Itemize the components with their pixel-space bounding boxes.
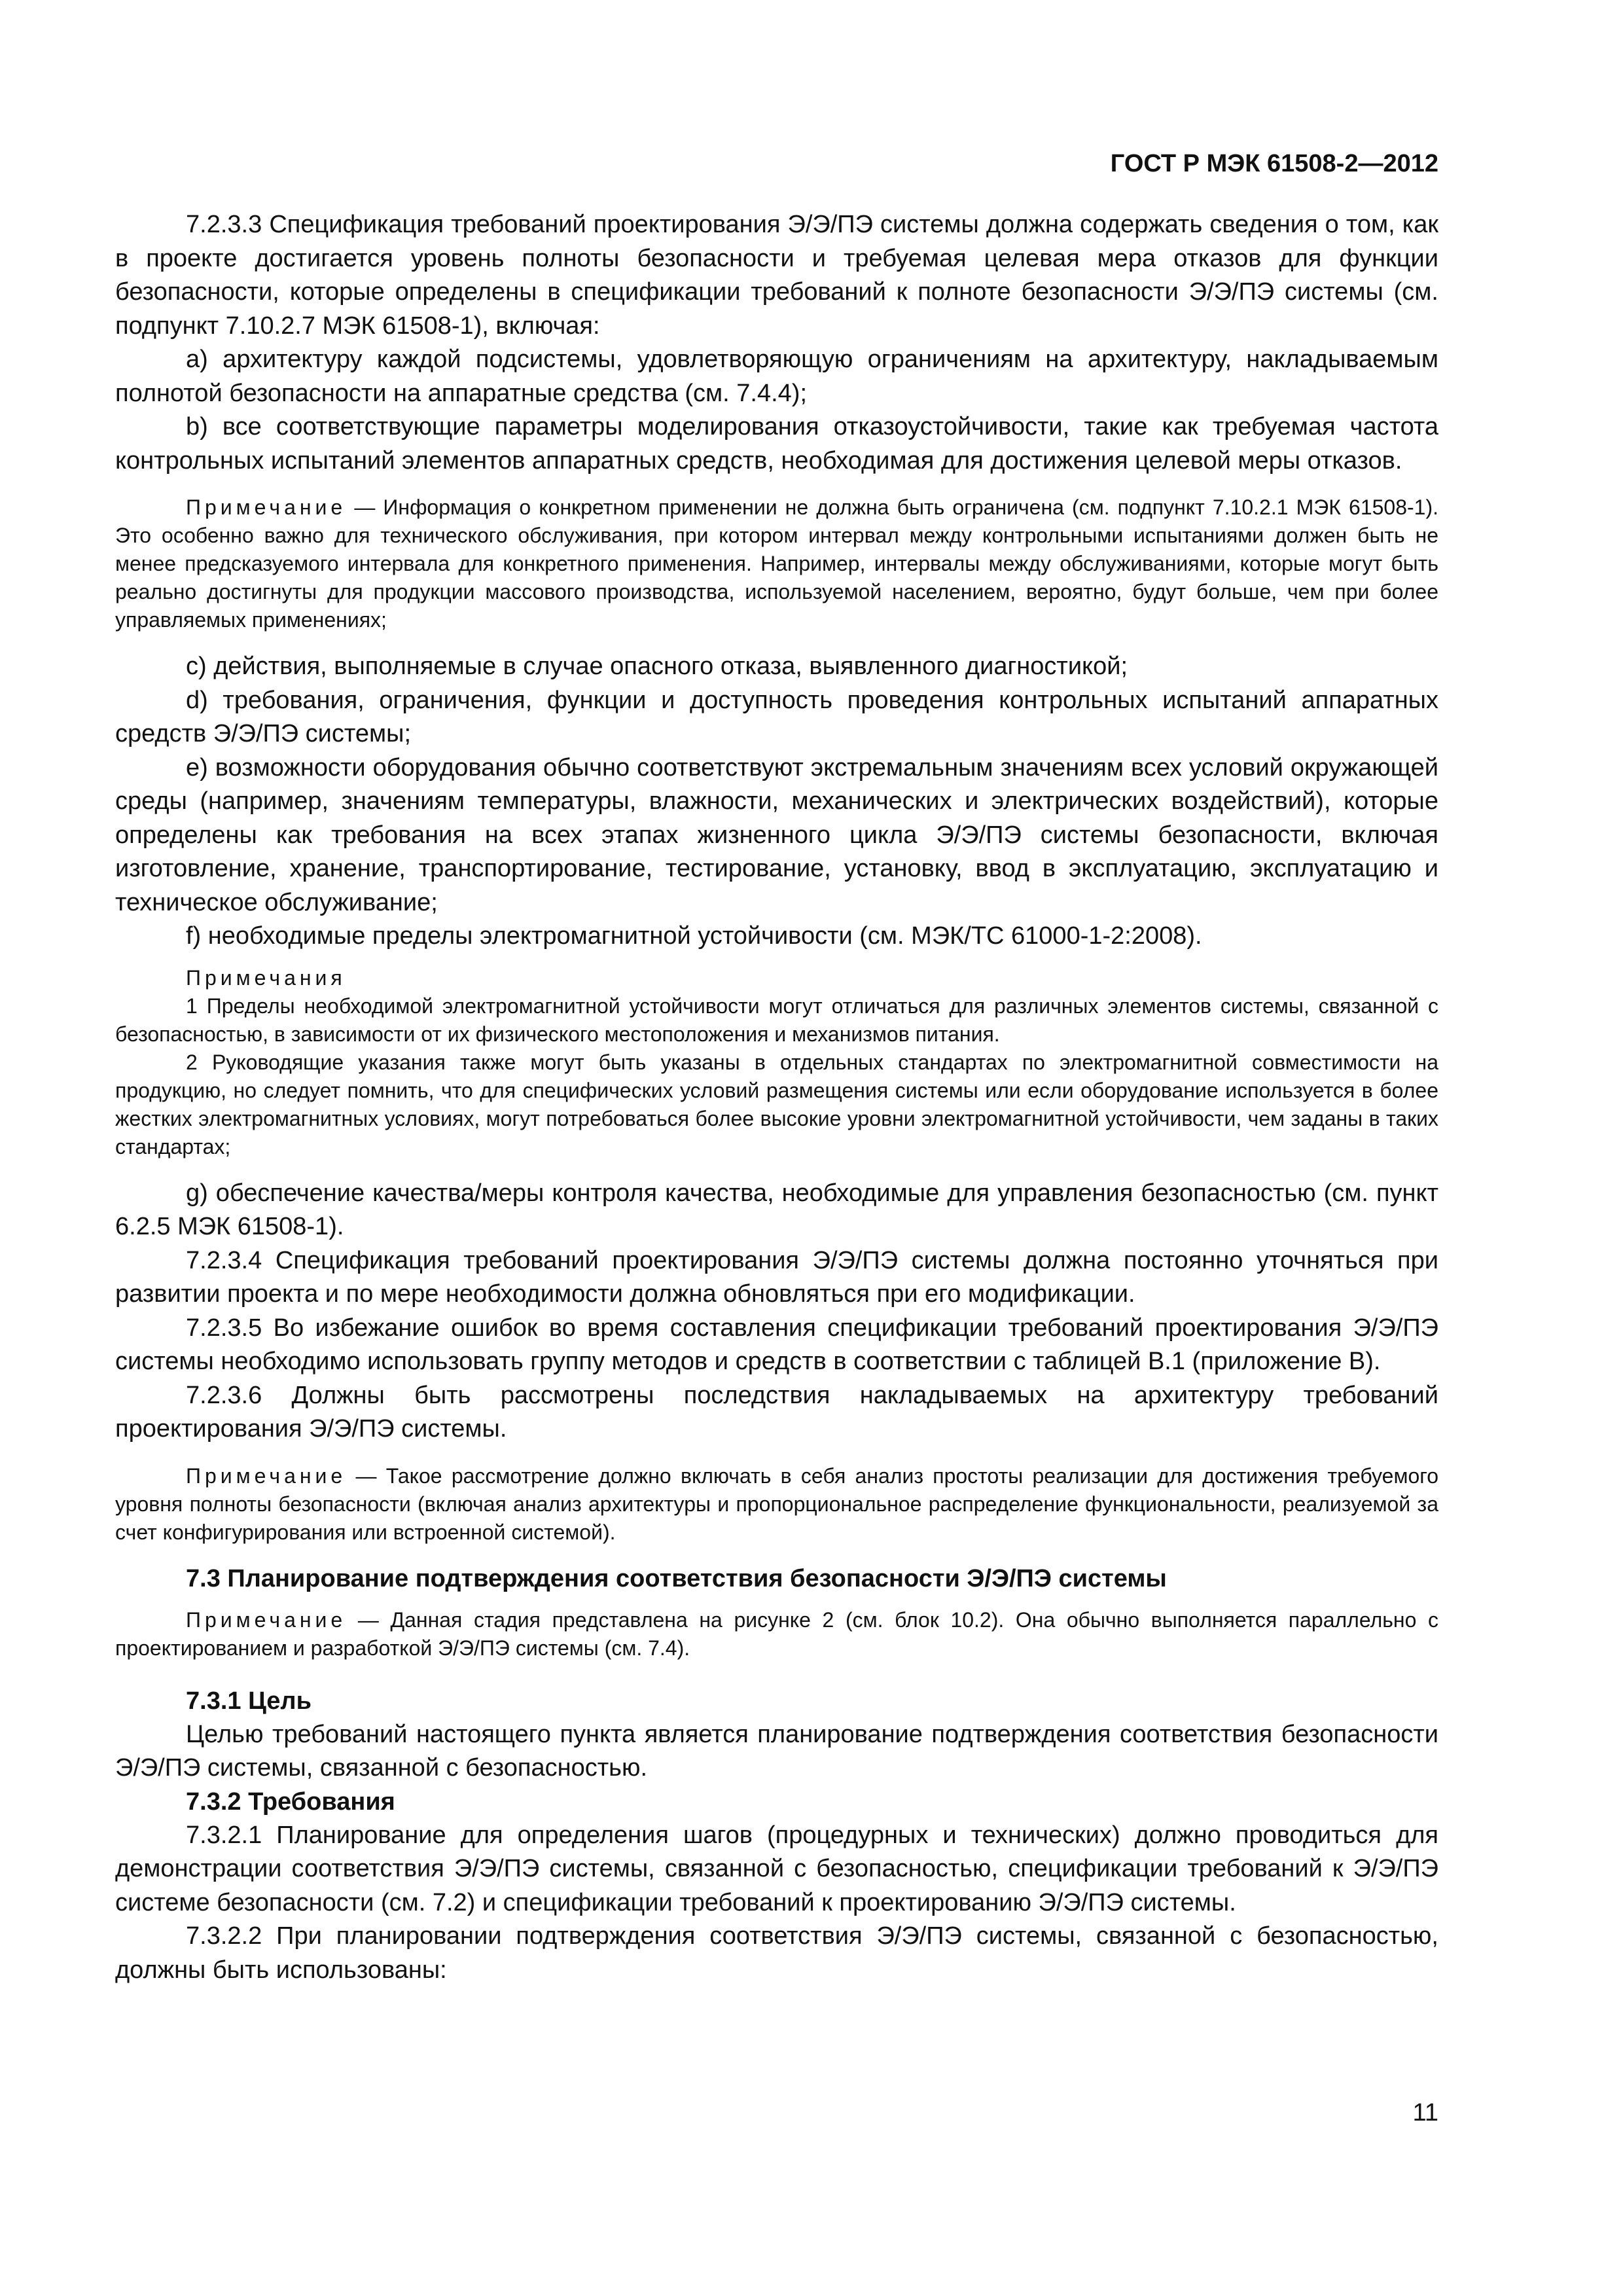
section-heading-7-3: 7.3 Планирование подтверждения соответствия безопасности Э/Э/ПЭ системы [186,1564,1167,1592]
notes-label: Примечания [186,965,346,990]
document-header: ГОСТ Р МЭК 61508-2—2012 [1110,150,1438,177]
note-4 [115,1606,1438,1662]
list-item-g: g) обеспечение качества/меры контроля качества, необходимые для управления безопасностью (см. пункт 6.2.5 МЭК 61508-1). [115,1179,1438,1240]
note-text: — Информация о конкретном применении не должна быть ограничена (см. подпункт 7.10.2.1 МЭК 61508-1). Это особенно важно для технического обслуживания, при котором интервал между контрольными испытаниями должен быть не менее предсказуемого интервала для конкретного применения. Например, интервалы между обслуживаниями, которые могут быть реально достигнуты для продукции массового производства, используемой населением, вероятно, будут больше, чем при более управляемых применениях; [115,495,1438,632]
note-3 [115,1462,1438,1547]
list-item-b: b) все соответствующие параметры моделирования отказоустойчивости, такие как требуемая частота контрольных испытаний элементов аппаратных средств, необходимая для достижения целевой меры отказов. [115,413,1438,475]
paragraph-7-3-2-1: 7.3.2.1 Планирование для определения шагов (процедурных и технических) должно проводиться для демонстрации соответствия Э/Э/ПЭ системы, связанной с безопасностью, спецификации требований к Э/Э/ПЭ системе безопасности (см. 7.2) и спецификации требований к проектированию Э/Э/ПЭ системы. [115,1821,1438,1916]
note-text: — Данная стадия представлена на рисунке 2 (см. блок 10.2). Она обычно выполняется параллельно с проектированием и разработкой Э/Э/ПЭ системы (см. 7.4). [115,1607,1438,1660]
note-label: Примечание [186,1607,347,1632]
list-item-e: e) возможности оборудования обычно соответствуют экстремальным значениям всех условий окружающей среды (например, значениям температуры, влажности, механических и электрических воздействий), которые определены как требования на всех этапах жизненного цикла Э/Э/ПЭ системы безопасности, включая изготовление, хранение, транспортирование, тестирование, установку, ввод в эксплуатацию, эксплуатацию и техническое обслуживание; [115,753,1438,916]
paragraph-7-3-2-2: 7.3.2.2 При планировании подтверждения соответствия Э/Э/ПЭ системы, связанной с безопасностью, должны быть использованы: [115,1922,1438,1984]
list-item-d: d) требования, ограничения, функции и доступность проведения контрольных испытаний аппаратных средств Э/Э/ПЭ системы; [115,686,1438,747]
note-item-1: 1 Пределы необходимой электромагнитной устойчивости могут отличаться для различных элементов системы, связанной с безопасностью, в зависимости от их физического местоположения и механизмов питания. [115,994,1438,1046]
subsection-heading-7-3-1: 7.3.1 Цель [186,1687,312,1715]
page-number: 11 [1412,2099,1438,2126]
note-1 [115,493,1438,634]
note-label: Примечание [186,1463,347,1488]
document-body [115,208,1438,1987]
subsection-heading-7-3-2: 7.3.2 Требования [186,1787,395,1816]
note-text: — Такое рассмотрение должно включать в себя анализ простоты реализации для достижения требуемого уровня полноты безопасности (включая анализ архитектуры и пропорциональное распределение функциональности, реализуемой за счет конфигурирования или встроенной системой). [115,1463,1438,1544]
note-label: Примечание [186,495,347,519]
paragraph-7-2-3-3: 7.2.3.3 Спецификация требований проектирования Э/Э/ПЭ системы должна содержать сведения о том, как в проекте достигается уровень полноты безопасности и требуемая целевая мера отказов для функции безопасности, которые определены в спецификации требований к полноте безопасности Э/Э/ПЭ системы (см. подпункт 7.10.2.7 МЭК 61508-1), включая: [115,211,1438,340]
note-item-2: 2 Руководящие указания также могут быть указаны в отдельных стандартах по электромагнитной совместимости на продукцию, но следует помнить, что для специфических условий размещения системы или если оборудование используется в более жестких электромагнитных условиях, могут потребоваться более высокие уровни электромагнитной устойчивости, чем заданы в таких стандартах; [115,1050,1438,1158]
paragraph-7-2-3-5: 7.2.3.5 Во избежание ошибок во время составления спецификации требований проектирования Э/Э/ПЭ системы необходимо использовать группу методов и средств в соответствии с таблицей В.1 (приложение В). [115,1314,1438,1375]
paragraph-7-2-3-4: 7.2.3.4 Спецификация требований проектирования Э/Э/ПЭ системы должна постоянно уточняться при развитии проекта и по мере необходимости должна обновляться при его модификации. [115,1246,1438,1308]
list-item-a: a) архитектуру каждой подсистемы, удовлетворяющую ограничениям на архитектуру, накладываемым полнотой безопасности на аппаратные средства (см. 7.4.4); [115,346,1438,407]
list-item-c: c) действия, выполняемые в случае опасного отказа, выявленного диагностикой; [186,653,1128,680]
list-item-f: f) необходимые пределы электромагнитной устойчивости (см. МЭК/ТС 61000-1-2:2008). [186,922,1202,950]
paragraph-7-3-1: Целью требований настоящего пункта является планирование подтверждения соответствия безопасности Э/Э/ПЭ системы, связанной с безопасностью. [115,1720,1438,1782]
paragraph-7-2-3-6: 7.2.3.6 Должны быть рассмотрены последствия накладываемых на архитектуру требований проектирования Э/Э/ПЭ системы. [115,1381,1438,1443]
